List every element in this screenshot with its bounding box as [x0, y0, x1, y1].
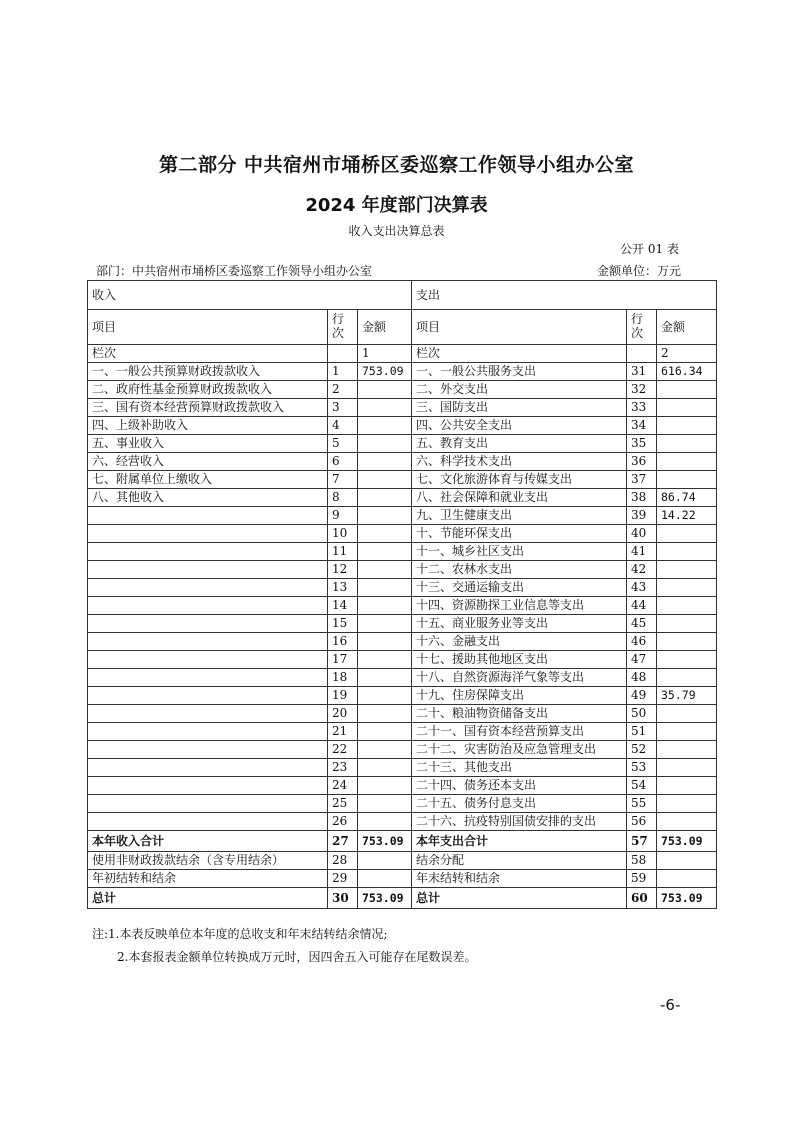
- income-line: 29: [328, 870, 358, 888]
- table-row: [88, 435, 717, 453]
- expense-item: 二、外交支出: [412, 381, 627, 399]
- grand-total-label-2: 总计: [412, 888, 627, 909]
- col-header-line: [328, 310, 358, 345]
- income-line: 19: [328, 687, 358, 705]
- table-row: [88, 777, 717, 795]
- income-amount: [358, 579, 412, 597]
- expense-item: 四、公共安全支出: [412, 417, 627, 435]
- income-line: 4: [328, 417, 358, 435]
- table-row: [88, 597, 717, 615]
- income-amount: [358, 561, 412, 579]
- expense-item: 二十六、抗疫特别国债安排的支出: [412, 813, 627, 831]
- expense-line: 52: [627, 741, 657, 759]
- expense-amount: [657, 525, 717, 543]
- expense-line: 39: [627, 507, 657, 525]
- income-line: 13: [328, 579, 358, 597]
- income-total-line: 27: [328, 831, 358, 852]
- expense-item: 十二、农林水支出: [412, 561, 627, 579]
- income-line: 2: [328, 381, 358, 399]
- income-line: 8: [328, 489, 358, 507]
- income-amount: [358, 687, 412, 705]
- income-line: 12: [328, 561, 358, 579]
- expense-line: 41: [627, 543, 657, 561]
- income-line: 5: [328, 435, 358, 453]
- income-item: 使用非财政拨款结余（含专用结余）: [88, 852, 328, 870]
- income-total-amount: 753.09: [358, 831, 412, 852]
- income-line: 15: [328, 615, 358, 633]
- expense-amount: 14.22: [657, 507, 717, 525]
- income-item: [88, 633, 328, 651]
- income-amount: [358, 471, 412, 489]
- grand-total-line-2: 60: [627, 888, 657, 909]
- income-item: 二、政府性基金预算财政拨款收入: [88, 381, 328, 399]
- table-row: [88, 705, 717, 723]
- col-header-amount: 金额: [358, 310, 412, 345]
- income-line: 18: [328, 669, 358, 687]
- expense-item: 十、节能环保支出: [412, 525, 627, 543]
- expense-line: 55: [627, 795, 657, 813]
- col-header-item-2: 项目: [412, 310, 627, 345]
- grand-total-line: 30: [328, 888, 358, 909]
- income-amount: 753.09: [358, 363, 412, 381]
- table-row: [88, 471, 717, 489]
- table-subtitle: 收入支出决算总表: [348, 224, 445, 238]
- expense-line: 40: [627, 525, 657, 543]
- expense-item: 七、文化旅游体育与传媒支出: [412, 471, 627, 489]
- table-row: [88, 399, 717, 417]
- form-number: 公开 01 表: [620, 242, 679, 256]
- table-row: [88, 687, 717, 705]
- expense-line: 35: [627, 435, 657, 453]
- expense-amount: 616.34: [657, 363, 717, 381]
- income-item: 年初结转和结余: [88, 870, 328, 888]
- income-item: [88, 777, 328, 795]
- income-item: 四、上级补助收入: [88, 417, 328, 435]
- column-header-row: [88, 310, 717, 345]
- income-line: 26: [328, 813, 358, 831]
- income-item: 八、其他收入: [88, 489, 328, 507]
- expense-line: 58: [627, 852, 657, 870]
- income-amount: [358, 543, 412, 561]
- expense-amount: [657, 543, 717, 561]
- income-line: 7: [328, 471, 358, 489]
- expense-item: 二十四、债务还本支出: [412, 777, 627, 795]
- expense-line: 54: [627, 777, 657, 795]
- income-item: [88, 597, 328, 615]
- table-row: [88, 543, 717, 561]
- expense-amount: [657, 669, 717, 687]
- income-line: 1: [328, 363, 358, 381]
- table-row: [88, 417, 717, 435]
- table-row: [88, 741, 717, 759]
- page-number: -6-: [660, 996, 681, 1014]
- expense-amount: [657, 453, 717, 471]
- income-amount: [358, 381, 412, 399]
- expense-item: 年末结转和结余: [412, 870, 627, 888]
- footnote-2: 2.本套报表金额单位转换成万元时，因四舍五入可能存在尾数误差。: [117, 950, 477, 964]
- expense-amount: [657, 579, 717, 597]
- income-amount: [358, 813, 412, 831]
- expense-item: 十三、交通运输支出: [412, 579, 627, 597]
- income-item: [88, 615, 328, 633]
- income-item: 一、一般公共预算财政拨款收入: [88, 363, 328, 381]
- expense-line: 53: [627, 759, 657, 777]
- income-amount: [358, 723, 412, 741]
- income-line: 28: [328, 852, 358, 870]
- expense-amount: [657, 795, 717, 813]
- expense-item: 六、科学技术支出: [412, 453, 627, 471]
- income-line: 20: [328, 705, 358, 723]
- income-total-label: 本年收入合计: [88, 831, 328, 852]
- income-amount: [358, 759, 412, 777]
- grand-total-label: 总计: [88, 888, 328, 909]
- income-item: [88, 813, 328, 831]
- income-item: [88, 687, 328, 705]
- income-line: 6: [328, 453, 358, 471]
- income-item: [88, 561, 328, 579]
- extra-rows: [88, 852, 717, 888]
- income-item: [88, 651, 328, 669]
- expense-item: 十四、资源勘探工业信息等支出: [412, 597, 627, 615]
- expense-line: 33: [627, 399, 657, 417]
- income-amount: [358, 870, 412, 888]
- income-item: [88, 507, 328, 525]
- expense-amount: [657, 633, 717, 651]
- expense-amount: [657, 813, 717, 831]
- table-row: [88, 852, 717, 870]
- income-amount: [358, 615, 412, 633]
- expense-item: 十七、援助其他地区支出: [412, 651, 627, 669]
- table-row: [88, 525, 717, 543]
- expense-line: 47: [627, 651, 657, 669]
- expense-amount: [657, 651, 717, 669]
- footnote-1: 注:1.本表反映单位本年度的总收支和年末结转结余情况;: [92, 927, 388, 941]
- table-row: [88, 579, 717, 597]
- expense-item: 八、社会保障和就业支出: [412, 489, 627, 507]
- income-line: 9: [328, 507, 358, 525]
- income-amount: [358, 417, 412, 435]
- grand-total-amount: 753.09: [358, 888, 412, 909]
- table-row: [88, 813, 717, 831]
- expense-amount: [657, 723, 717, 741]
- expense-item: 二十五、债务付息支出: [412, 795, 627, 813]
- income-amount: [358, 669, 412, 687]
- document-title: 第二部分 中共宿州市埇桥区委巡察工作领导小组办公室: [158, 154, 635, 176]
- expense-line: 56: [627, 813, 657, 831]
- lanci-label: 栏次: [88, 345, 328, 363]
- expense-line: 59: [627, 870, 657, 888]
- income-item: [88, 759, 328, 777]
- expense-amount: [657, 852, 717, 870]
- income-expense-table: [87, 280, 717, 909]
- expense-line: 50: [627, 705, 657, 723]
- expense-line: 38: [627, 489, 657, 507]
- income-item: [88, 579, 328, 597]
- income-amount: [358, 525, 412, 543]
- lanci-row: [88, 345, 717, 363]
- expense-line: 43: [627, 579, 657, 597]
- lanci-blank: [328, 345, 358, 363]
- table-row: [88, 669, 717, 687]
- income-amount: [358, 507, 412, 525]
- grand-total-amount-2: 753.09: [657, 888, 717, 909]
- table-row: [88, 723, 717, 741]
- grand-total-row: [88, 888, 717, 909]
- expense-line: 32: [627, 381, 657, 399]
- col-header-amount-2: 金额: [657, 310, 717, 345]
- expense-item: 二十、粮油物资储备支出: [412, 705, 627, 723]
- expense-amount: [657, 399, 717, 417]
- income-item: [88, 525, 328, 543]
- expense-item: 三、国防支出: [412, 399, 627, 417]
- expense-item: 十六、金融支出: [412, 633, 627, 651]
- expense-item: 一、一般公共服务支出: [412, 363, 627, 381]
- income-amount: [358, 795, 412, 813]
- expense-item: 九、卫生健康支出: [412, 507, 627, 525]
- table-row: [88, 561, 717, 579]
- expense-total-label: 本年支出合计: [412, 831, 627, 852]
- lanci-expense: 2: [657, 345, 717, 363]
- table-row: [88, 759, 717, 777]
- income-line: 14: [328, 597, 358, 615]
- expense-total-amount: 753.09: [657, 831, 717, 852]
- section-expense: 支出: [412, 281, 717, 310]
- expense-amount: [657, 741, 717, 759]
- table-row: [88, 870, 717, 888]
- income-line: 17: [328, 651, 358, 669]
- income-amount: [358, 633, 412, 651]
- table-row: [88, 507, 717, 525]
- expense-line: 37: [627, 471, 657, 489]
- expense-item: 十九、住房保障支出: [412, 687, 627, 705]
- table-row: [88, 363, 717, 381]
- income-item: [88, 669, 328, 687]
- income-amount: [358, 741, 412, 759]
- expense-amount: [657, 597, 717, 615]
- expense-amount: 86.74: [657, 489, 717, 507]
- lanci-blank-2: [627, 345, 657, 363]
- table-body: [88, 363, 717, 831]
- lanci-income: 1: [358, 345, 412, 363]
- expense-item: 五、教育支出: [412, 435, 627, 453]
- income-line: 25: [328, 795, 358, 813]
- income-amount: [358, 777, 412, 795]
- income-line: 16: [328, 633, 358, 651]
- income-item: [88, 795, 328, 813]
- income-line: 11: [328, 543, 358, 561]
- income-amount: [358, 435, 412, 453]
- expense-item: 十八、自然资源海洋气象等支出: [412, 669, 627, 687]
- income-line: 10: [328, 525, 358, 543]
- expense-item: 二十三、其他支出: [412, 759, 627, 777]
- income-item: 三、国有资本经营预算财政拨款收入: [88, 399, 328, 417]
- expense-line: 49: [627, 687, 657, 705]
- expense-item: 二十一、国有资本经营预算支出: [412, 723, 627, 741]
- income-line: 22: [328, 741, 358, 759]
- expense-amount: 35.79: [657, 687, 717, 705]
- expense-amount: [657, 615, 717, 633]
- expense-line: 31: [627, 363, 657, 381]
- expense-item: 十一、城乡社区支出: [412, 543, 627, 561]
- income-item: 七、附属单位上缴收入: [88, 471, 328, 489]
- expense-amount: [657, 435, 717, 453]
- table-row: [88, 453, 717, 471]
- year-total-row: [88, 831, 717, 852]
- expense-item: 结余分配: [412, 852, 627, 870]
- expense-item: 二十二、灾害防治及应急管理支出: [412, 741, 627, 759]
- expense-total-line: 57: [627, 831, 657, 852]
- col-header-item: 项目: [88, 310, 328, 345]
- income-line: 24: [328, 777, 358, 795]
- table-row: [88, 489, 717, 507]
- expense-line: 51: [627, 723, 657, 741]
- table-row: [88, 615, 717, 633]
- col-header-line-text: 行次: [332, 312, 345, 340]
- income-amount: [358, 453, 412, 471]
- income-item: [88, 723, 328, 741]
- table-row: [88, 381, 717, 399]
- income-item: [88, 705, 328, 723]
- income-line: 23: [328, 759, 358, 777]
- income-line: 3: [328, 399, 358, 417]
- expense-line: 36: [627, 453, 657, 471]
- expense-line: 42: [627, 561, 657, 579]
- income-item: [88, 741, 328, 759]
- expense-amount: [657, 705, 717, 723]
- section-header-row: [88, 281, 717, 310]
- expense-amount: [657, 870, 717, 888]
- section-income: 收入: [88, 281, 412, 310]
- expense-item: 十五、商业服务业等支出: [412, 615, 627, 633]
- col-header-line-2-text: 行次: [631, 312, 644, 340]
- department-label: 部门：中共宿州市埇桥区委巡察工作领导小组办公室: [96, 264, 373, 278]
- income-amount: [358, 399, 412, 417]
- amount-unit-label: 金额单位：万元: [596, 264, 681, 278]
- expense-line: 45: [627, 615, 657, 633]
- document-year-title: 2024 年度部门决算表: [305, 195, 488, 216]
- expense-amount: [657, 381, 717, 399]
- expense-amount: [657, 561, 717, 579]
- expense-amount: [657, 417, 717, 435]
- income-amount: [358, 852, 412, 870]
- table-row: [88, 795, 717, 813]
- table-row: [88, 651, 717, 669]
- expense-amount: [657, 759, 717, 777]
- expense-line: 46: [627, 633, 657, 651]
- income-amount: [358, 597, 412, 615]
- income-item: [88, 543, 328, 561]
- expense-line: 48: [627, 669, 657, 687]
- col-header-line-2: [627, 310, 657, 345]
- income-item: 六、经营收入: [88, 453, 328, 471]
- income-amount: [358, 705, 412, 723]
- expense-line: 44: [627, 597, 657, 615]
- expense-line: 34: [627, 417, 657, 435]
- expense-amount: [657, 471, 717, 489]
- lanci-label-2: 栏次: [412, 345, 627, 363]
- income-item: 五、事业收入: [88, 435, 328, 453]
- expense-amount: [657, 777, 717, 795]
- income-amount: [358, 651, 412, 669]
- income-line: 21: [328, 723, 358, 741]
- income-amount: [358, 489, 412, 507]
- table-row: [88, 633, 717, 651]
